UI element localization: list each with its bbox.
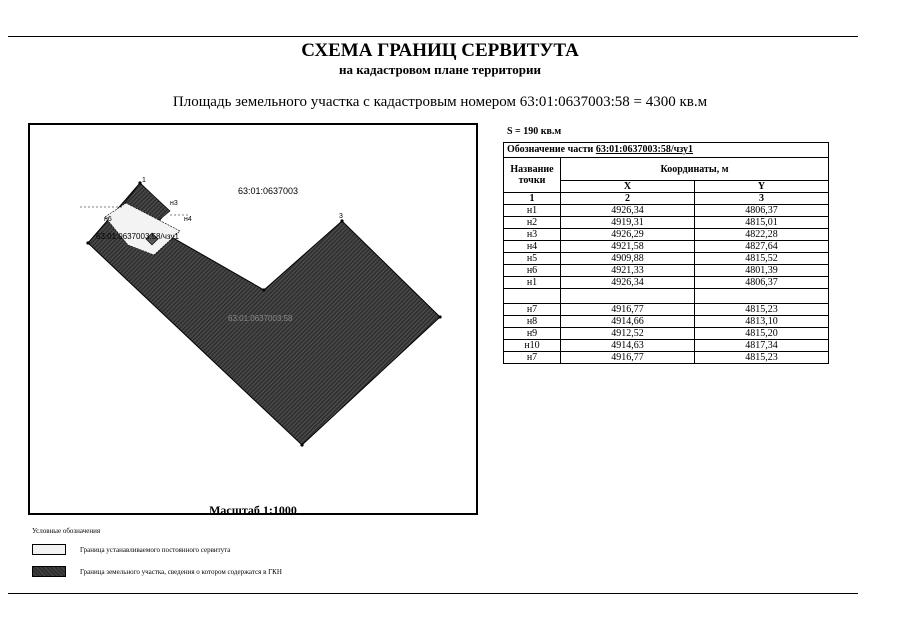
col-coordinates: Координаты, м [561, 158, 829, 181]
table-row: н4 4921,58 4827,64 [504, 241, 829, 253]
scale-label: Масштаб 1:1000 [209, 503, 297, 517]
document-subtitle: на кадастровом плане территории [339, 62, 541, 77]
vertex-point [438, 315, 441, 318]
table-row: н10 4914,63 4817,34 [504, 340, 829, 352]
table-row: н6 4921,33 4801,39 [504, 265, 829, 277]
table-row: н1 4926,34 4806,37 [504, 277, 829, 289]
point-label-n6: н6 [104, 216, 112, 223]
vertex-point [262, 288, 265, 291]
legend-swatch-parcel [32, 566, 66, 577]
legend-text-parcel: Граница земельного участка, сведения о котором содержатся в ГКН [80, 568, 282, 576]
table-row: н5 4909,88 4815,52 [504, 253, 829, 265]
servitude-area-label: S = 190 кв.м [507, 126, 562, 137]
document-title: СХЕМА ГРАНИЦ СЕРВИТУТА [301, 40, 579, 61]
table-row: н9 4912,52 4815,20 [504, 328, 829, 340]
table-row: н1 4926,34 4806,37 [504, 205, 829, 217]
point-label-n3: н3 [170, 200, 178, 207]
cadastral-plan [28, 123, 478, 515]
col-index: 1 [504, 193, 561, 205]
table-row: н2 4919,31 4815,01 [504, 217, 829, 229]
area-statement: Площадь земельного участка с кадастровым номером 63:01:0637003:58 = 4300 кв.м [172, 94, 708, 110]
vertex-point [300, 443, 303, 446]
coordinates-table [503, 142, 829, 364]
legend-text-servitude: Граница устанавливаемого постоянного сервитута [80, 546, 231, 554]
vertex-point [86, 241, 89, 244]
col-y: Y [694, 181, 828, 193]
table-spacer-row [504, 289, 829, 304]
legend-title: Условные обозначения [32, 527, 101, 535]
point-label-n4: н4 [184, 216, 192, 223]
col-point-name: Название точки [504, 158, 561, 193]
parcel-label: 63:01:0637003:58 [228, 314, 293, 323]
part-designation: Обозначение части 63:01:0637003:58/чзу1 [504, 143, 829, 158]
point-label-3: 3 [339, 213, 343, 220]
col-index: 2 [561, 193, 695, 205]
table-row: н3 4926,29 4822,28 [504, 229, 829, 241]
quarter-label: 63:01:0637003 [238, 186, 299, 196]
col-index: 3 [694, 193, 828, 205]
servitude-label: 63:01:0637003:58/чзу1 [96, 232, 179, 241]
col-x: X [561, 181, 695, 193]
plan-drawing [30, 125, 476, 513]
table-row: н8 4914,66 4813,10 [504, 316, 829, 328]
table-row: н7 4916,77 4815,23 [504, 304, 829, 316]
legend-swatch-servitude [32, 544, 66, 555]
point-label-1: 1 [142, 177, 146, 184]
table-row: н7 4916,77 4815,23 [504, 352, 829, 364]
